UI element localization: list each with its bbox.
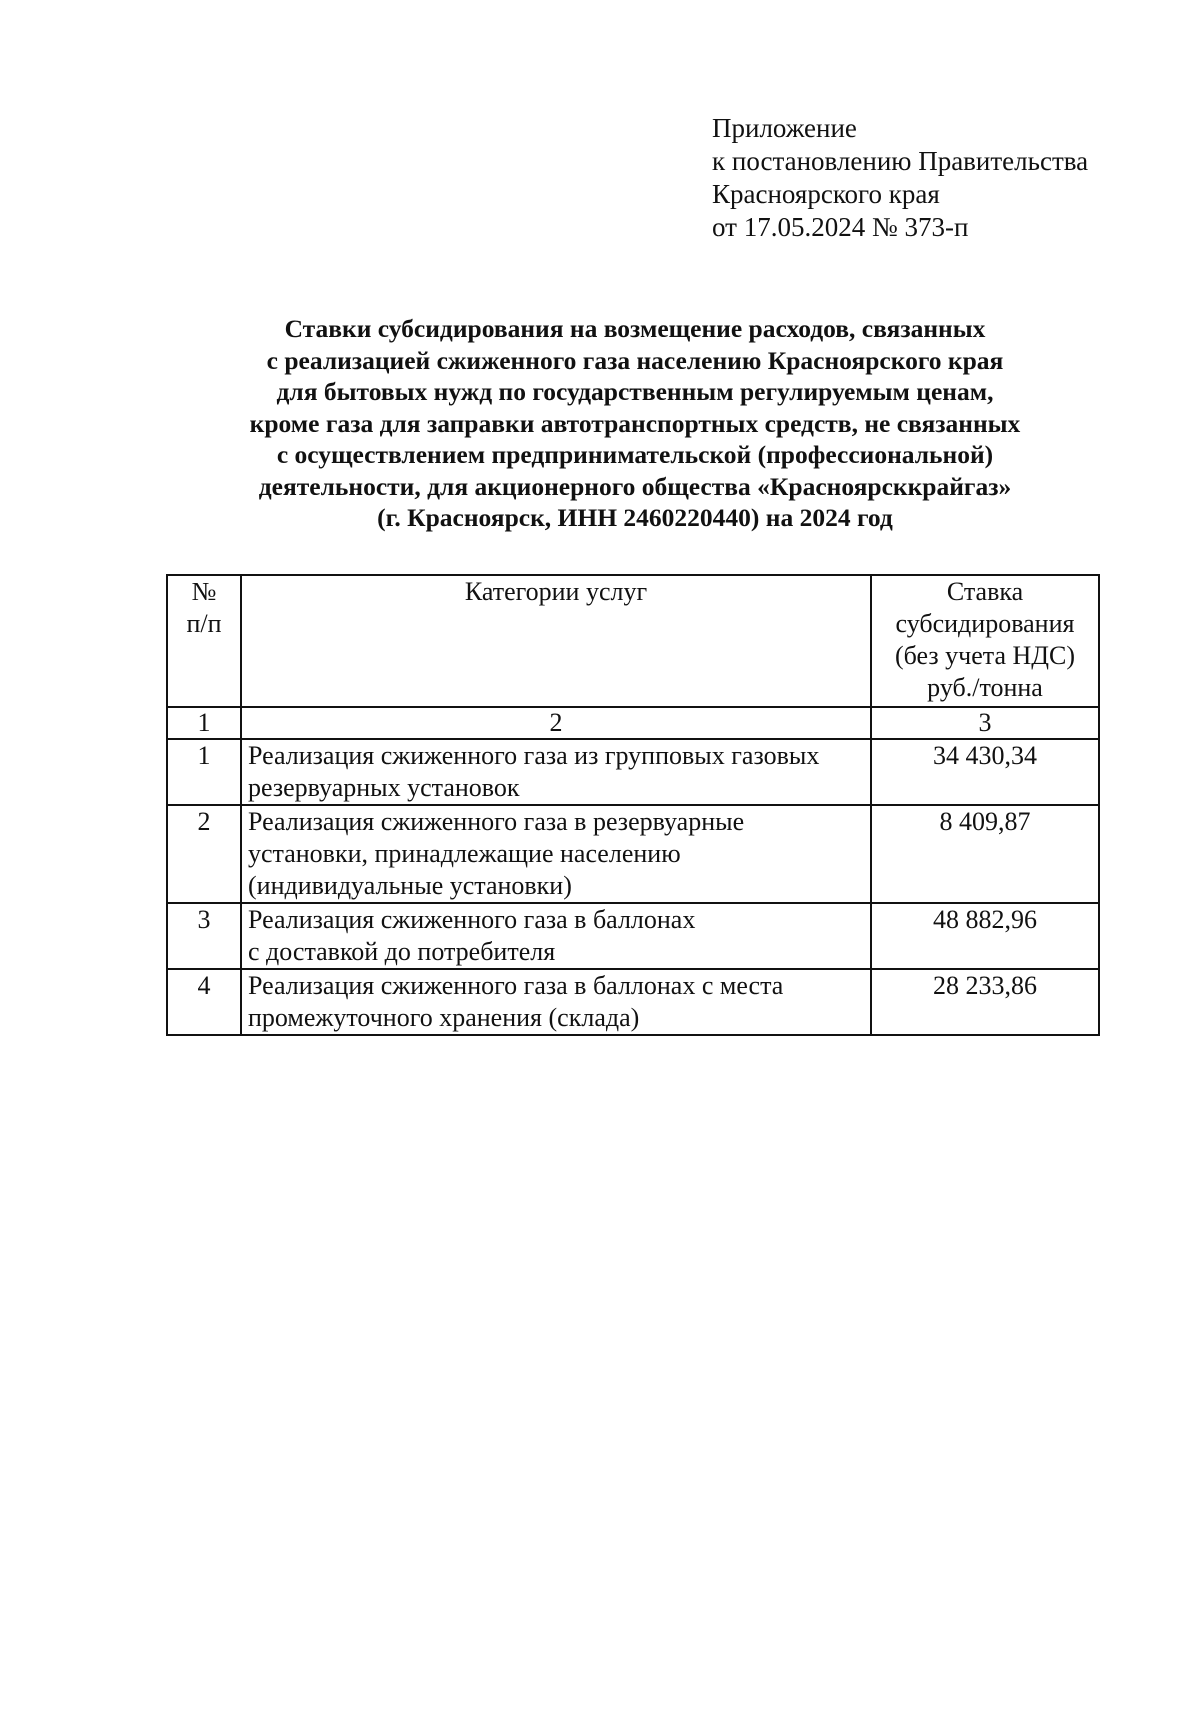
row-category-line: (индивидуальные установки): [248, 871, 572, 900]
row-num-cell: 2: [167, 805, 241, 903]
row-category-cell: [241, 739, 871, 805]
row-category-line: Реализация сжиженного газа из групповых газовых: [248, 741, 820, 770]
header-num-symbol: №: [191, 577, 217, 606]
header-category-cell: [241, 575, 871, 707]
header-rate-line: Ставка: [946, 577, 1024, 606]
row-category-cell: [241, 805, 871, 903]
header-rate-line: субсидирования: [895, 609, 1075, 638]
title-line: для бытовых нужд по государственным регулируемым ценам,: [276, 377, 994, 406]
title-line: деятельности, для акционерного общества «Красноярсккрайгаз»: [258, 471, 1012, 501]
rates-table: [166, 574, 1100, 1036]
row-num-cell: 4: [167, 969, 241, 1035]
appendix-line: от 17.05.2024 № 373-п: [712, 212, 969, 242]
row-rate-cell: 48 882,96: [871, 903, 1099, 969]
row-rate-cell: 8 409,87: [871, 805, 1099, 903]
row-category-cell: [241, 969, 871, 1035]
row-rate-cell: 34 430,34: [871, 739, 1099, 805]
row-category-line: с доставкой до потребителя: [248, 937, 556, 966]
row-num-cell: 3: [167, 903, 241, 969]
header-category-label: Категории услуг: [464, 577, 648, 606]
header-rate-cell: [871, 575, 1099, 707]
row-category-line: резервуарных установок: [248, 773, 520, 802]
column-index-cell: 1: [167, 707, 241, 739]
title-line: (г. Красноярск, ИНН 2460220440) на 2024 год: [377, 503, 893, 532]
column-index-cell: 3: [871, 707, 1099, 739]
appendix-line: Красноярского края: [712, 179, 940, 209]
title-line: кроме газа для заправки автотранспортных средств, не связанных: [249, 408, 1021, 438]
row-category-line: промежуточного хранения (склада): [248, 1003, 640, 1032]
column-index-row: [167, 707, 1099, 739]
title-line: с осуществлением предпринимательской (профессиональной): [276, 440, 994, 469]
table-row: [167, 739, 1099, 805]
row-category-line: Реализация сжиженного газа в баллонах: [248, 905, 696, 934]
header-rate-line: (без учета НДС): [894, 641, 1076, 670]
appendix-line: к постановлению Правительства: [712, 146, 1089, 176]
appendix-block: [712, 112, 1088, 244]
header-num-cell: [167, 575, 241, 707]
row-category-line: Реализация сжиженного газа в баллонах с места: [248, 971, 784, 1000]
document-title: [150, 313, 1120, 534]
row-category-line: Реализация сжиженного газа в резервуарные: [248, 807, 745, 836]
table-row: [167, 903, 1099, 969]
column-index-cell: 2: [241, 707, 871, 739]
title-line: с реализацией сжиженного газа населению Красноярского края: [266, 345, 1004, 375]
header-rate-unit: руб./тонна: [927, 673, 1043, 702]
header-num-abbr: п/п: [186, 609, 222, 638]
appendix-line: Приложение: [712, 113, 857, 143]
table-row: [167, 969, 1099, 1035]
row-num-cell: 1: [167, 739, 241, 805]
table-header-row: [167, 575, 1099, 707]
row-category-cell: [241, 903, 871, 969]
row-category-line: установки, принадлежащие населению: [248, 839, 681, 868]
table-row: [167, 805, 1099, 903]
title-line: Ставки субсидирования на возмещение расходов, связанных: [284, 314, 986, 343]
row-rate-cell: 28 233,86: [871, 969, 1099, 1035]
